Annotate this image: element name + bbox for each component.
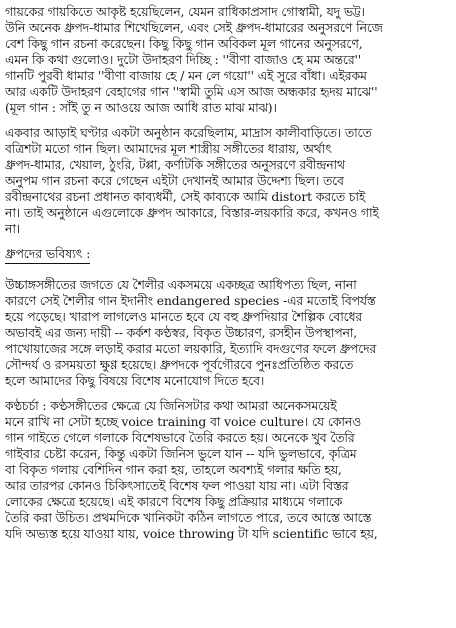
text-line: রবীন্দ্রনাথের রচনা প্রধানত কাব্যধর্মী, সেই কাব্যকে আমি distort করতে চাই	[5, 190, 366, 204]
text-line: হলে আমাদের কিছু বিষয়ে বিশেষ মনোযোগ দিতে হবে।	[5, 374, 265, 388]
text-line: গাইবার চেষ্টা করেন, কিন্তু একটা জিনিস ভুলে যান -- যদি ভুলভাবে, কৃত্রিম	[5, 447, 357, 461]
text-line: কণ্ঠচর্চা : কণ্ঠসঙ্গীতের ক্ষেত্রে যে জিনিসটার কথা আমরা অনেকসময়েই	[5, 399, 337, 413]
paragraph-1	[5, 4, 450, 116]
text-line: এমন কি কথা গুলোও। দুটো উদাহরণ দিচ্ছি : ''বীণা বাজাও হে মম অন্তরে''	[5, 53, 362, 67]
text-line: ধ্রুপদ-ধামার, খেয়াল, ঠুংরি, টপ্পা, কর্ণাটকি সঙ্গীতের অনুসরণে রবীন্দ্রনাথ	[5, 158, 345, 172]
paragraph-2	[5, 125, 450, 237]
text-line: মনে রাখি না সেটা হচ্ছে voice training বা voice culture। যে কোনও	[5, 415, 362, 429]
text-line: হয়ে পড়েছে। খারাপ লাগলেও মানতে হবে যে বহু ধ্রুপদিয়ার শৈল্পিক বোধের	[5, 310, 363, 324]
text-line: পাখোয়াজের সঙ্গে লড়াই করার মতো লয়কারি, ইত্যাদি বদগুণের ফলে ধ্রুপদের	[5, 342, 377, 356]
paragraph-3	[5, 277, 450, 389]
text-line: একবার আড়াই ঘণ্টার একটা অনুষ্ঠান করেছিলাম, মাদ্রাস কালীবাড়িতে। তাতে	[5, 126, 372, 140]
text-line: বত্রিশটা মতো গান ছিল। আমাদের মূল শাস্ত্রীয় সঙ্গীতের ধারায়, অর্থাৎ	[5, 142, 332, 156]
text-line: বা বিকৃত গলায় বেশিদিন গান করা হয়, তাহলে অবশ্যই গলার ক্ষতি হয়,	[5, 463, 342, 477]
text-line: কারণে সেই শৈলীর গান ইদানীং endangered species -এর মতোই বিপর্যস্ত	[5, 294, 376, 308]
text-line: গানটি পুরবী ধামার ''বীণা বাজায় হে / মন লে গয়ো'' এই সুরে বাঁধা। এইরকম	[5, 69, 367, 83]
text-line: অনুপম গান রচনা করে গেছেন এইটা দেখানই আমার উদ্দেশ্য ছিল। তবে	[5, 174, 344, 188]
text-line: গায়কের গায়কিতে আকৃষ্ট হয়েছিলেন, যেমন রাধিকাপ্রসাদ গোস্বামী, যদু ভট্ট।	[5, 5, 365, 19]
text-line: না। তাই অনুষ্ঠানে এগুলোকে ধ্রুপদ আকারে, বিস্তার-লয়কারি করে, কখনও গাই	[5, 206, 379, 220]
text-line: সৌন্দর্য ও রসময়তা ক্ষুণ্ণ হয়েছে। ধ্রুপদকে পূর্বগৌরবে পুনঃপ্রতিষ্ঠিত করতে	[5, 358, 354, 372]
section-heading-wrap	[5, 246, 450, 268]
text-line: যদি অভ্যস্ত হয়ে যাওয়া যায়, voice throwing টা যদি scientific ভাবে হয়,	[5, 527, 378, 541]
text-line: উনি অনেক ধ্রুপদ-ধামার শিখেছিলেন, এবং সেই ধ্রুপদ-ধামারের অনুসরণে নিজে	[5, 21, 383, 35]
section-heading: ধ্রুপদের ভবিষ্যৎ :	[5, 246, 90, 264]
text-line: আর তারপর কোনও চিকিৎসাতেই বিশেষ ফল পাওয়া যায় না। এটা বিস্তর	[5, 479, 349, 493]
text-line: না।	[5, 222, 21, 236]
text-line: (মূল গান : সাঁই তু ন আওয়ে আজ আধি রাত মাঝ মাঝ)।	[5, 101, 277, 115]
text-line: লোকের ক্ষেত্রে হয়েছে। এই কারণে বিশেষ কিছু প্রক্রিয়ার মাধ্যমে গলাকে	[5, 495, 343, 509]
text-line: বেশ কিছু গান রচনা করেছেন। কিছু কিছু গান অবিকল মূল গানের অনুসরণে,	[5, 37, 363, 51]
text-line: উচ্চাঙ্গসঙ্গীতের জগতে যে শৈলীর একসময়ে একচ্ছত্র আধিপত্য ছিল, নানা	[5, 278, 357, 292]
text-line: অভাবই এর জন্য দায়ী -- কর্কশ কণ্ঠস্বর, বিকৃত উচ্চারণ, রসহীন উপস্থাপনা,	[5, 326, 358, 340]
text-line: আর একটি উদাহরণ বেহাগের গান ''স্বামী তুমি এস আজ অন্ধকার হৃদয় মাঝে''	[5, 85, 378, 99]
paragraph-4	[5, 398, 450, 542]
text-line: তৈরি করা উচিত। প্রথমদিকে খানিকটা কঠিন লাগতে পারে, তবে আস্তে আস্তে	[5, 511, 372, 525]
text-line: গান গাইতে গেলে গলাকে বিশেষভাবে তৈরি করতে হয়। অনেকে খুব তৈরি	[5, 431, 355, 445]
